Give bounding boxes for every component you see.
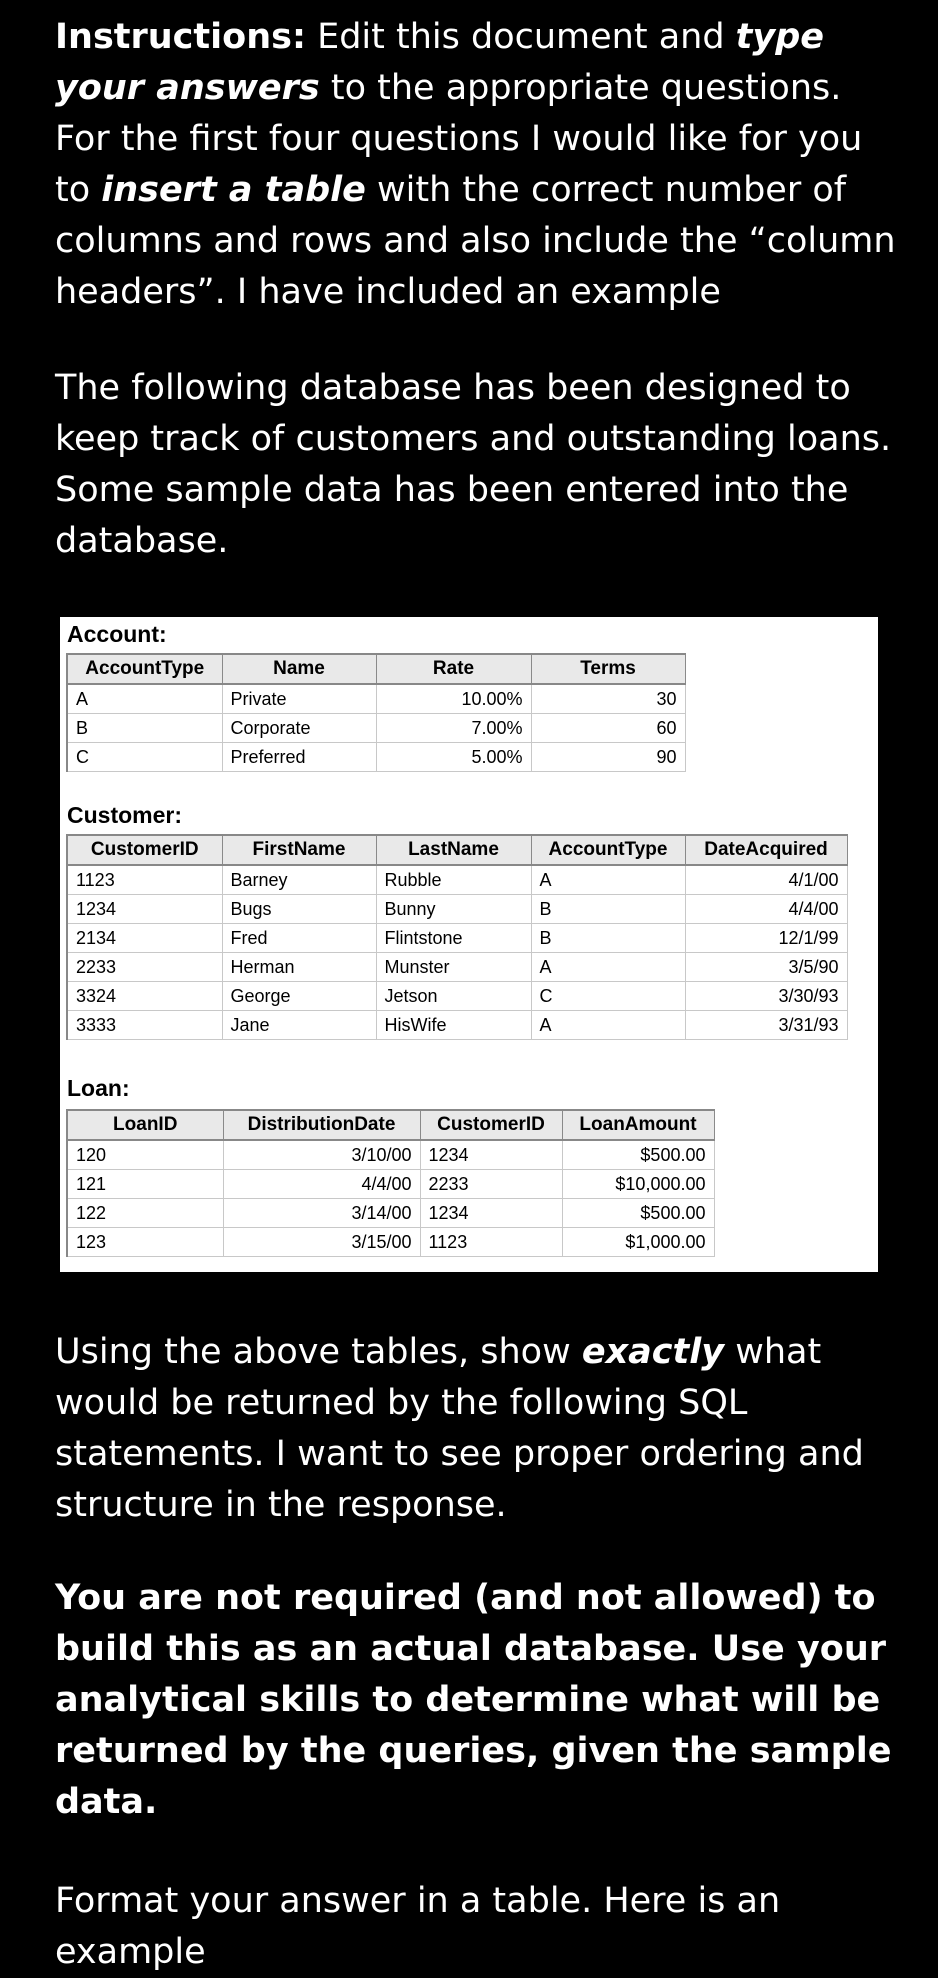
table-cell: Preferred: [222, 743, 376, 772]
table-cell: 3324: [67, 982, 222, 1011]
table-cell: Jetson: [376, 982, 531, 1011]
table-row: [67, 1140, 714, 1170]
table-cell: B: [531, 924, 685, 953]
table-cell: 3/30/93: [685, 982, 847, 1011]
table-cell: Rubble: [376, 865, 531, 895]
table-cell: $500.00: [562, 1140, 714, 1170]
table-cell: 3/14/00: [223, 1199, 420, 1228]
table-row: [67, 743, 685, 772]
table-cell: 3/15/00: [223, 1228, 420, 1257]
customer-header-accounttype: AccountType: [531, 835, 685, 865]
table-cell: 90: [531, 743, 685, 772]
loan-table-title: Loan:: [67, 1075, 130, 1101]
table-row: [67, 895, 847, 924]
sql-prompt-text-2: what would be returned by the following SQL statements. I want to see proper ordering and structure in the response.: [55, 1332, 864, 1525]
table-cell: 121: [67, 1170, 223, 1199]
table-cell: $1,000.00: [562, 1228, 714, 1257]
table-cell: 122: [67, 1199, 223, 1228]
table-cell: 4/4/00: [223, 1170, 420, 1199]
table-cell: 3/5/90: [685, 953, 847, 982]
table-cell: HisWife: [376, 1011, 531, 1040]
table-cell: George: [222, 982, 376, 1011]
database-tables-image: [60, 617, 878, 1272]
table-cell: 60: [531, 714, 685, 743]
table-cell: Bunny: [376, 895, 531, 924]
sql-prompt-text-1: Using the above tables, show: [55, 1332, 582, 1372]
table-row: [67, 684, 685, 714]
table-row: [67, 953, 847, 982]
table-cell: 10.00%: [376, 684, 531, 714]
customer-table-title: Customer:: [67, 802, 183, 828]
table-cell: 30: [531, 684, 685, 714]
table-cell: 5.00%: [376, 743, 531, 772]
table-cell: A: [531, 1011, 685, 1040]
table-cell: Flintstone: [376, 924, 531, 953]
table-cell: A: [67, 684, 222, 714]
table-cell: Herman: [222, 953, 376, 982]
table-cell: Fred: [222, 924, 376, 953]
table-row: [67, 1228, 714, 1257]
account-header-accounttype: AccountType: [67, 654, 222, 684]
customer-header-lastname: LastName: [376, 835, 531, 865]
table-cell: 1123: [420, 1228, 562, 1257]
loan-header-distributiondate: DistributionDate: [223, 1110, 420, 1140]
table-row: [67, 924, 847, 953]
account-header-terms: Terms: [531, 654, 685, 684]
table-cell: $10,000.00: [562, 1170, 714, 1199]
table-row: [67, 1199, 714, 1228]
table-cell: Private: [222, 684, 376, 714]
table-cell: A: [531, 865, 685, 895]
sql-prompt-emphasis: exactly: [581, 1332, 725, 1372]
table-cell: 120: [67, 1140, 223, 1170]
table-row: [67, 865, 847, 895]
table-cell: 1234: [67, 895, 222, 924]
customer-header-dateacquired: DateAcquired: [685, 835, 847, 865]
table-row: [67, 1170, 714, 1199]
customer-header-firstname: FirstName: [222, 835, 376, 865]
table-cell: 2233: [67, 953, 222, 982]
table-cell: 4/1/00: [685, 865, 847, 895]
loan-header-loanid: LoanID: [67, 1110, 223, 1140]
table-cell: $500.00: [562, 1199, 714, 1228]
notice-paragraph: You are not required (and not allowed) to build this as an actual database. Use your analytical skills to determine what will be returned by the queries, given the sample data.: [55, 1578, 892, 1822]
table-cell: 2233: [420, 1170, 562, 1199]
instructions-emphasis-1: type your answers: [55, 17, 825, 108]
table-cell: 3333: [67, 1011, 222, 1040]
account-header-name: Name: [222, 654, 376, 684]
instructions-text-3: with the correct number of columns and rows and also include the “column headers”. I have included an example: [55, 170, 896, 312]
loan-table: [66, 1109, 715, 1257]
account-table-title: Account:: [67, 621, 167, 647]
instructions-paragraph: [55, 12, 905, 318]
table-cell: 2134: [67, 924, 222, 953]
table-cell: C: [67, 743, 222, 772]
instructions-section: [55, 12, 905, 567]
sql-instructions-section: [55, 1327, 915, 1978]
account-table: [66, 653, 686, 772]
table-cell: A: [531, 953, 685, 982]
instructions-emphasis-2: insert a table: [101, 170, 366, 210]
table-cell: 3/10/00: [223, 1140, 420, 1170]
table-cell: Bugs: [222, 895, 376, 924]
table-row: [67, 714, 685, 743]
table-cell: 1234: [420, 1199, 562, 1228]
table-row: [67, 1011, 847, 1040]
account-header-rate: Rate: [376, 654, 531, 684]
table-cell: 4/4/00: [685, 895, 847, 924]
instructions-text-1: Edit this document and: [305, 17, 736, 57]
table-cell: 7.00%: [376, 714, 531, 743]
table-cell: C: [531, 982, 685, 1011]
sql-prompt-paragraph: [55, 1327, 915, 1531]
table-row: [67, 982, 847, 1011]
table-cell: 123: [67, 1228, 223, 1257]
database-description: The following database has been designed to keep track of customers and outstanding loans. Some sample data has been entered into the database.: [55, 368, 892, 561]
customer-header-customerid: CustomerID: [67, 835, 222, 865]
table-cell: B: [67, 714, 222, 743]
customer-table: [66, 834, 848, 1040]
table-cell: 1234: [420, 1140, 562, 1170]
table-cell: 3/31/93: [685, 1011, 847, 1040]
table-cell: Munster: [376, 953, 531, 982]
table-cell: Barney: [222, 865, 376, 895]
table-cell: 12/1/99: [685, 924, 847, 953]
instructions-label: Instructions:: [55, 17, 306, 57]
table-cell: Corporate: [222, 714, 376, 743]
table-cell: Jane: [222, 1011, 376, 1040]
loan-header-customerid: CustomerID: [420, 1110, 562, 1140]
table-cell: 1123: [67, 865, 222, 895]
table-cell: B: [531, 895, 685, 924]
format-note: Format your answer in a table. Here is an example: [55, 1881, 781, 1972]
instructions-text-2: to the appropriate questions. For the first four questions I would like for you to: [55, 68, 863, 210]
loan-header-loanamount: LoanAmount: [562, 1110, 714, 1140]
